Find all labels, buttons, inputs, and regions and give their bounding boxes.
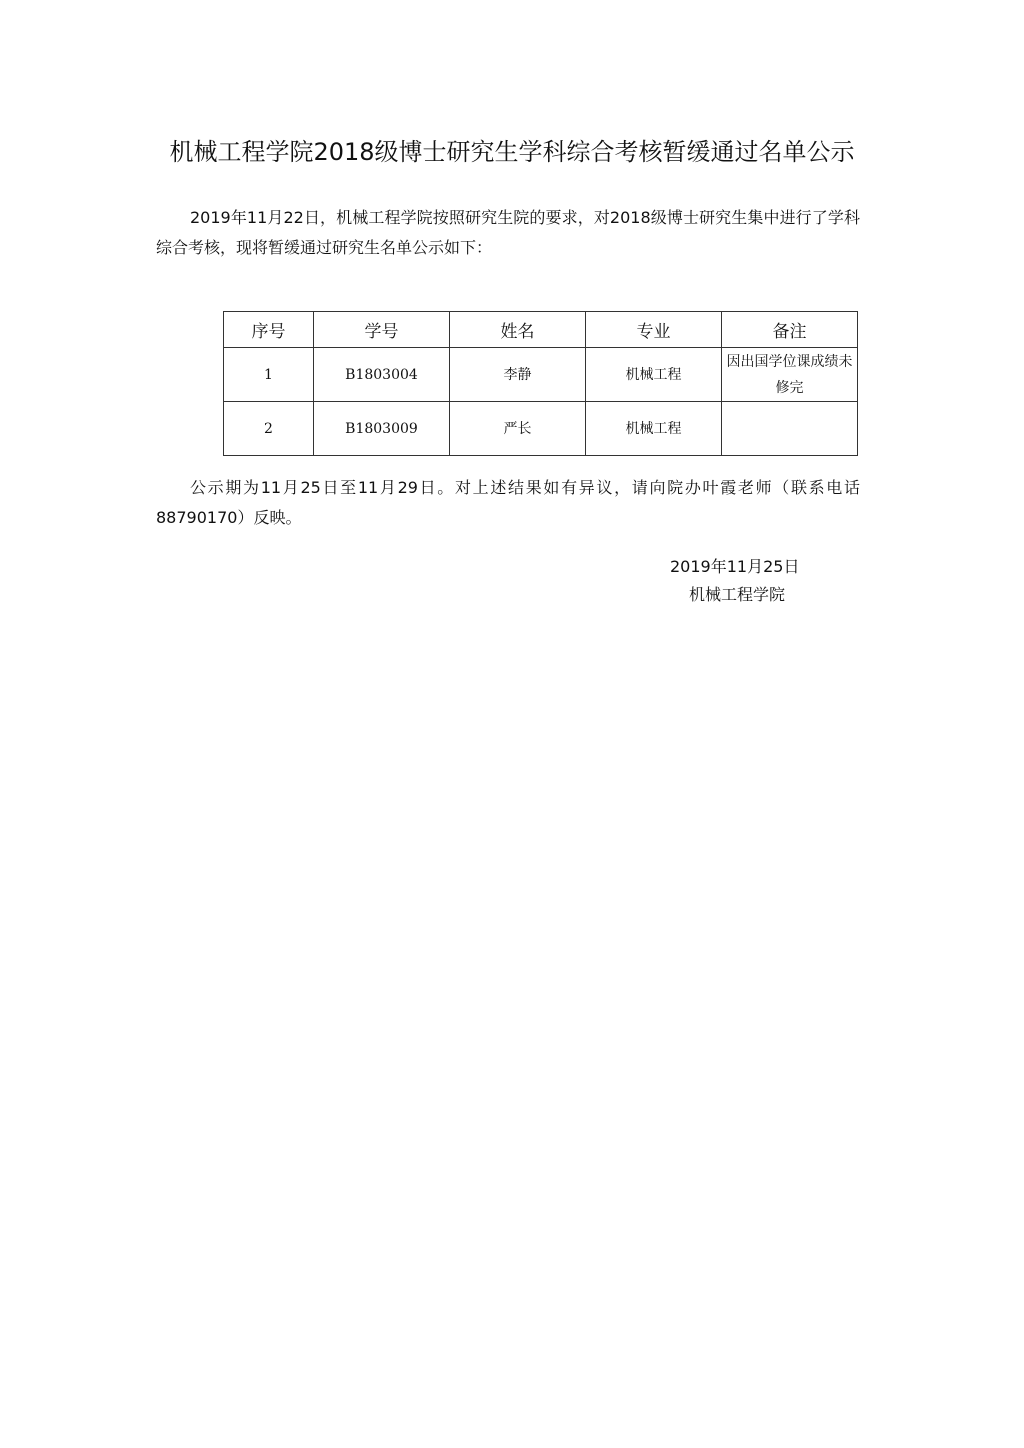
cell-remark: 因出国学位课成绩未修完 <box>722 348 858 402</box>
cell-index: 1 <box>224 348 314 402</box>
notice-paragraph: 公示期为11月25日至11月29日。对上述结果如有异议，请向院办叶霞老师（联系电话88790170）反映。 <box>156 478 860 527</box>
deferred-students-table <box>223 311 858 456</box>
cell-remark <box>722 402 858 456</box>
cell-student-id: B1803009 <box>314 402 450 456</box>
cell-name: 严长 <box>450 402 586 456</box>
header-major: 专业 <box>586 312 722 348</box>
header-remark: 备注 <box>722 312 858 348</box>
cell-student-id: B1803004 <box>314 348 450 402</box>
header-index: 序号 <box>224 312 314 348</box>
cell-name: 李静 <box>450 348 586 402</box>
signature-org: 机械工程学院 <box>689 585 786 604</box>
document-title: 机械工程学院2018级博士研究生学科综合考核暂缓通过名单公示 <box>169 138 855 166</box>
table-row <box>224 348 858 402</box>
cell-index: 2 <box>224 402 314 456</box>
cell-major: 机械工程 <box>586 402 722 456</box>
table-row <box>224 402 858 456</box>
table-header-row <box>224 312 858 348</box>
cell-major: 机械工程 <box>586 348 722 402</box>
header-student-id: 学号 <box>314 312 450 348</box>
intro-paragraph: 2019年11月22日，机械工程学院按照研究生院的要求，对2018级博士研究生集中进行了学科综合考核，现将暂缓通过研究生名单公示如下： <box>156 208 860 257</box>
header-name: 姓名 <box>450 312 586 348</box>
signature-date: 2019年11月25日 <box>670 557 800 576</box>
